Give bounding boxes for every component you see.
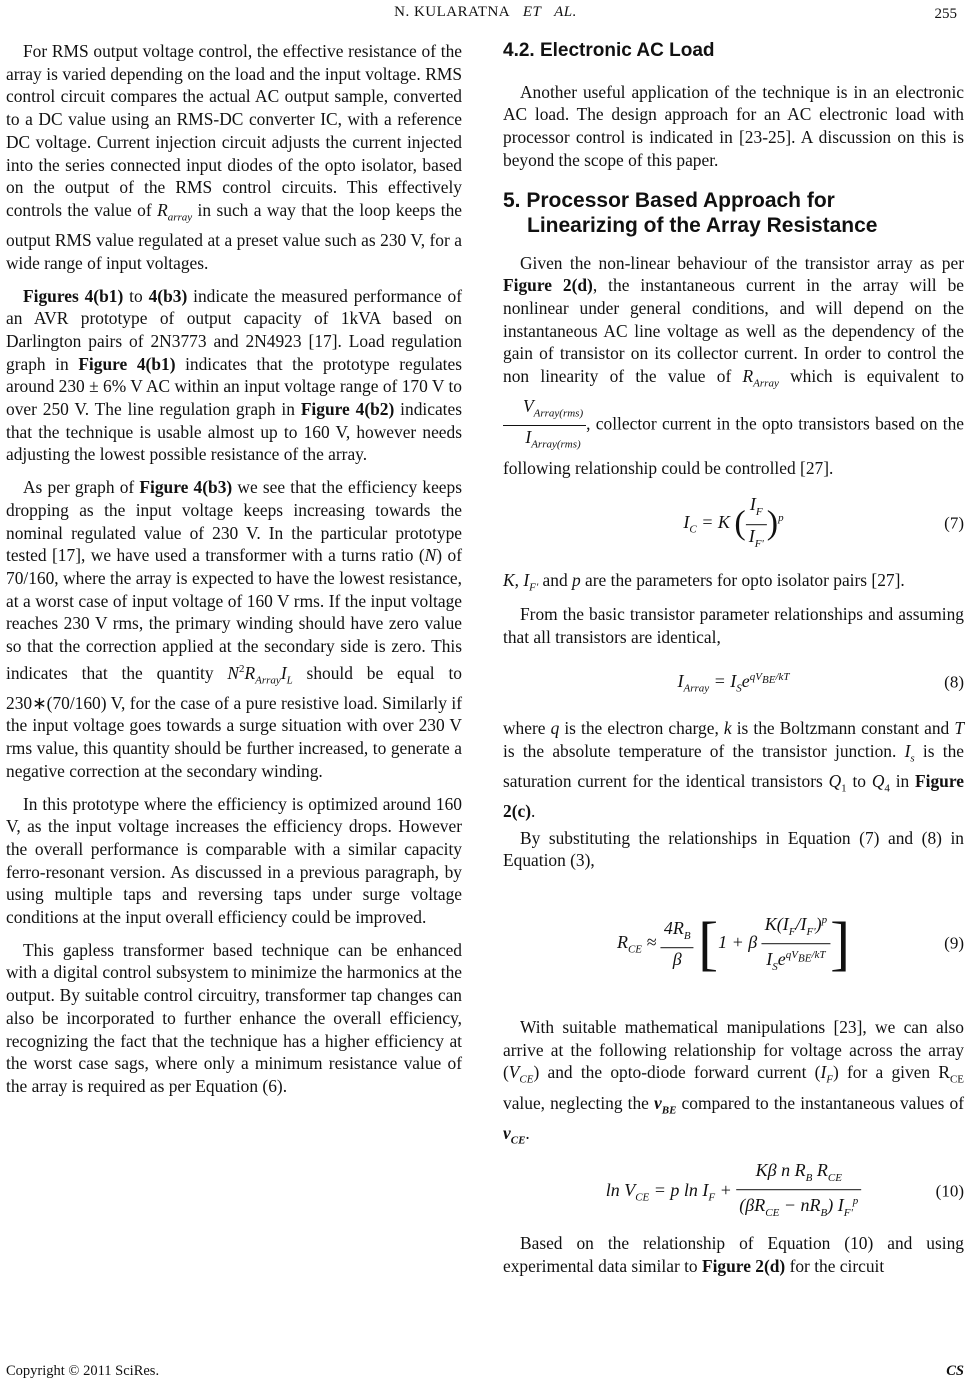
equation-10: $\ln V_{CE} = p$ $\ln I_F$ + $\frac{K\beta n R_B R_{CE}}{(\beta R_{CE} - nR_B) I_{F'}^p}$ (10) xyxy=(605,1160,964,1219)
journal-abbrev: CS xyxy=(946,1363,964,1379)
running-title: N. KULARATNA ET AL. xyxy=(394,4,577,20)
page-number: 255 xyxy=(934,6,957,22)
equation-7: $I_C = K$ ( $\frac{I_F}{I_{F'}}$ )$^p$ (7) xyxy=(683,494,964,550)
equation-9: $R_{CE}$ ≈ $\frac{4R_B}{\beta}$ [1 + β $\frac{K(I_F/I_{F'})^p}{I_Se^{qV_{BE}/kT}}$ ] (9) xyxy=(616,910,964,977)
page-header xyxy=(0,2,971,24)
paragraph: Given the non-linear behaviour of the transistor array as per Figure 2(d), the instantaneous current in the array will be nonlinear under general conditions, and will depend on the instantaneous AC line voltage as well as the dependency of the gain of transistor on its collector current. In order to control the non linearity of the value of $R_{Array}$ which is equivalent to $\frac{V_{Array(rms)}}{I_{Array(rms)}}$ , collector current in the opto transistors based on the following relationship could be controlled [27]. xyxy=(503,252,964,478)
section-heading: 4.2. Electronic AC Load xyxy=(503,40,715,61)
section-heading: 5. Processor Based Approach for Linearizing of the Array Resistance xyxy=(503,188,878,237)
paragraph: Figures 4(b1) to 4(b3) indicate the measured performance of an AVR prototype of output capacity of 1kVA based on Darlington pairs of 2N3773 and 2N4923 [17]. Load regulation graph in Figure 4(b1) indicates that the prototype regulates around 230 ± 6% V AC within an input voltage range of 170 V to over 250 V. The line regulation graph in Figure 4(b2) indicates that the technique is usable almost up to 160 V, however needs adjusting the lowest possible resistance of the array. xyxy=(6,285,462,465)
paragraph: By substituting the relationships in Equation (7) and (8) in Equation (3), xyxy=(503,827,964,871)
paragraph: K, $I_{F'}$ and p are the parameters for opto isolator pairs [27]. xyxy=(503,570,905,594)
copyright: Copyright © 2011 SciRes. xyxy=(6,1363,160,1379)
page-footer xyxy=(6,1363,964,1380)
equation-8: $I_{Array} = I_Se^{qV_{BE}/kT}$ (8) xyxy=(677,670,964,695)
paragraph: With suitable mathematical manipulations [23], we can also arrive at the following relationship for voltage across the array $(V_{CE})$ and the opto-diode forward current $(I_F)$ for a given $R_{CE}$ value, neglecting the $v_{BE}$ compared to the instantaneous values of $v_{CE}$. xyxy=(503,1016,964,1147)
paragraph: As per graph of Figure 4(b3) we see that the efficiency keeps dropping as the input voltage keeps increasing towards the nominal regulated value of 230 V. In the particular prototype tested [17], we have used a transformer with a turns ratio (N) of 70/160, where the array is expected to have the lowest resistance, at a worst case of input voltage of 160 V rms. If the input voltage reaches 230 V rms, the primary winding should have zero value so that the correction applied at the secondary side is zero. This indicates that the quantity $N^2R_{Array}I_L$ should be equal to 230∗(70/160) V, for the case of a pure resistive load. Similarly if the input voltage goes towards a surge situation with over 230 V rms value, this quantity should be further increased, to generate a negative correction at the secondary winding. xyxy=(6,477,462,781)
left-column xyxy=(6,40,462,1098)
paragraph: Another useful application of the technique is in an electronic AC load. The design approach for an AC electronic load with processor control is indicated in [23-25]. A discussion on this is beyond the scope of this paper. xyxy=(503,81,964,170)
paragraph: From the basic transistor parameter relationships and assuming that all transistors are identical, xyxy=(503,604,964,648)
paragraph: In this prototype where the efficiency is optimized around 160 V, as the input voltage increases the efficiency drops. However the overall performance is comparable with a similar capacity ferro-resonant version. As discussed in a previous paragraph, by using multiple taps and reversing taps under surge voltage conditions at the input overall efficiency could be improved. xyxy=(6,793,462,928)
paragraph: Based on the relationship of Equation (10) and using experimental data similar to Figure 2(d) for the circuit xyxy=(503,1232,964,1276)
paragraph: For RMS output voltage control, the effective resistance of the array is varied depending on the load and the input voltage. RMS control circuit compares the actual AC output sample, converted to a DC value using an RMS-DC converter IC, with a reference DC voltage. Current injection circuit adjusts the current injected into the series connected input diodes of the opto isolator, based on the output of the RMS control circuits. This effectively controls the value of $R_{array}$ in such a way that the loop keeps the output RMS value regulated at a preset value such as 230 V, for a wide range of input voltages. xyxy=(6,41,462,273)
right-column xyxy=(503,40,964,1277)
paragraph: This gapless transformer based technique can be enhanced with a digital control subsystem to minimize the harmonics at the output. By suitable control circuitry, transformer tap changes can also be incorporated to further enhance the overall efficiency, recognizing the fact that the technique has a higher efficiency at the worst case sags, where only a minimum resistance value of the array is required as per Equation (6). xyxy=(6,939,462,1096)
paragraph: where q is the electron charge, k is the Boltzmann constant and T is the absolute temperature of the transistor junction. $I_s$ is the saturation current for the identical transistors $Q_1$ to $Q_4$ in Figure 2(c). xyxy=(503,717,965,821)
